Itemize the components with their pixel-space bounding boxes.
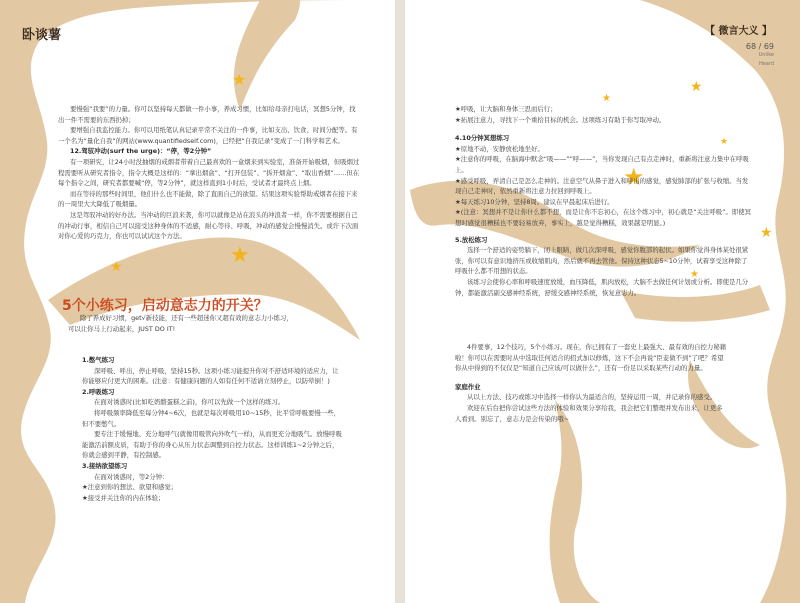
article-headline: 5个小练习，启动意志力的开关？ <box>62 298 268 314</box>
page-number <box>746 42 774 69</box>
bullet: ★接受并关注你的内在体验； <box>82 493 165 502</box>
star-decoration: ★ <box>690 79 703 95</box>
intro-line: 可以让你马上行动起来，JUST DO IT! <box>68 325 176 333</box>
headline-intro <box>68 313 368 335</box>
page-numbers: 68 / 69 <box>745 42 774 51</box>
paragraph: 选择一个舒适的姿势躺下，闭上眼睛，做几次深呼吸，感觉你腹部的起伏。如果你觉得身体某处很紧张，你可以有意识地挤压或收缩肌肉，然后就不再去管他。保持这种状态5~10分钟，试着享受这种除了呼吸什么都不用想的状态。 <box>455 246 749 276</box>
subheading: 1.憋气练习 <box>82 356 115 364</box>
paragraph: 4件要事，12个技巧，5个小练习。现在，你已拥有了一套史上最强大、最有效的自控力秘籍啦！你可以在需要时从中选取任何适合的招式加以修炼，这下不会再说“臣妾做不到”了吧？希望你从中得到的不仅仅是“知道自己应该/可以做什么”，还有一份足以采取某些行动的力量。 <box>455 343 727 373</box>
page-sub-2: Heard <box>758 61 774 67</box>
star-decoration: ★ <box>690 269 699 280</box>
star-decoration: ★ <box>760 225 773 241</box>
bullet: ★呼吸，让大脑和身体三思而后行； <box>455 105 557 113</box>
star-decoration: ★ <box>232 70 247 89</box>
star-decoration: ★ <box>230 243 250 268</box>
subheading: 5.放松练习 <box>455 235 488 244</box>
bullet: ★(注意：冥想并不是让你什么都不想，而是让你不忘初心，在这个练习中，初心就是“关注呼吸”。即使冥想时感觉很糟糕也不要轻易放弃，事实上，越是觉得糟糕，效果越是明显。) <box>455 208 752 227</box>
paragraph: 这是驾驭冲动的好办法。当冲动的巨浪来袭，你可以就像是站在浪头的冲浪者一样，你不需要根据自己的冲动行事，相信自己可以接受这种身体的不适感，耐心等待、呼吸，冲动的感觉会慢慢消失。或许下次面对你心爱的巧克力，你也可以试试这个方法。 <box>58 210 359 241</box>
intro-line: 除了养成好习惯，get√新技能，还有一些超迷你又超有效的意志力小练习， <box>80 314 293 322</box>
right-bottom-text <box>455 342 727 424</box>
paragraph: 深呼吸、呼出，停止呼吸，坚持15秒。这项小练习能提升你对不舒适环境的适应力，让你能够应付更大的困难。(注意：有健康问题的人如有任何不适请立刻停止，以防晕倒！) <box>82 366 339 386</box>
bullet: ★原地不动，安静放松地坐好。 <box>455 144 544 153</box>
paragraph: 欢迎在后台把你尝试这些方法的体验和效果分享给我，我会把它们整理并发布出来，让更多人看到。别忘了，意志力是会传染的哦~ <box>455 403 723 423</box>
page-sub-1: Unlike <box>758 52 774 58</box>
bullet: ★注意到你的想法、欲望和感觉； <box>82 483 178 492</box>
subheading: 4.10分钟冥想练习 <box>455 134 510 143</box>
star-decoration: ★ <box>602 93 611 104</box>
subheading: 3.接纳欲望练习 <box>82 461 128 470</box>
paragraph: 从以上方法、技巧或练习中选择一样你认为最适合的，坚持运用一周，并记录你的感受。 <box>467 393 717 402</box>
left-top-text <box>58 104 360 242</box>
paragraph: 要增强自我监控能力。你可以用纸笔认真记录平常不关注的一件事，比如支出、饮食、时间分配等。有一个名为“量化自我”的网站(www.quantifiedself.com)，已经把“自我记录”变成了一门科学和艺术。 <box>58 126 358 145</box>
subheading: 12.驾驭冲动(surf the urge)：“停，等2分钟” <box>70 147 212 156</box>
right-top-text <box>455 104 753 298</box>
subheading: 2.呼吸练习 <box>82 387 115 396</box>
paragraph: 有一项研究，让24小时没抽烟的戒烟者带着自己最喜欢的一盒烟来到实验室，准备开始吸烟，但吸烟过程需要听从研究者指令，指令大概是这样的：“拿出烟盒”、“打开包装”、“拆开烟盒”、“取出香烟”……但在每个指令之间，研究者都要喊“停，等2分钟”，就这样直到1小时后，受试者才最终点上烟。 <box>58 157 360 188</box>
paragraph: 将呼吸频率降低至每分钟4~6次，也就是每次呼吸用10~15秒，比平常呼吸要慢一些，但不要憋气。 <box>82 408 340 428</box>
star-decoration: ★ <box>110 259 123 275</box>
bullet: ★感受呼吸，弄清自己是怎么走神的。注意空气从鼻子进入和呼出的感觉，感觉肺部的扩张与收缩。当发现自己走神时，依然重新将注意力拉回到呼吸上。 <box>455 176 749 196</box>
paragraph: 在面对诱惑时，等2分钟： <box>94 472 169 481</box>
star-decoration: ★ <box>720 137 729 147</box>
bullet: ★拓展注意力，寻找下一个重拾目标的机会。这项练习有助于你写取冲动。 <box>455 115 666 124</box>
paragraph: 该练习会使你心率和呼吸速度放缓，血压降低，肌肉放松，大脑不去做任何计划或分析。即使是几分钟，都能激活副交感神经系统，舒缓交感神经系统，恢复意志力。 <box>455 277 749 297</box>
paragraph: 在面对诱惑时(比如吃奶酪蛋糕之前)，你可以先做一个这样的练习。 <box>94 398 285 407</box>
paragraph: 而在等待的那些时间里，他们什么也不能做，除了直面自己的欲望。结果这项实验帮助戒烟者在接下来的一周里大大降低了吸烟量。 <box>58 189 358 209</box>
left-bottom-text <box>82 355 344 503</box>
magazine-logo: 卧谈薯 <box>22 28 62 43</box>
bullet: ★注意你的呼吸，在脑海中默念“吸——”“呼——”，当你发现自己有点走神时，重新将注意力集中在呼吸上。 <box>455 155 749 174</box>
section-tag: 【 微言大义 】 <box>705 26 772 37</box>
bullet: ★每天练习10分钟，坚持8周。建议在早晨起床后进行。 <box>455 197 614 206</box>
paragraph: 要专注于缓慢地、充分地呼气(就像用吸管向外吹气一样)，从而更充分地吸气。放慢呼吸能激活前额皮质，有助于你的身心从压力状态调整到自控力状态。这样训练1~2分钟之后，你就会感到平静，有控制感。 <box>82 430 342 460</box>
subheading: 家庭作业 <box>455 382 481 391</box>
paragraph: 要慢强“我要”的力量。你可以坚持每天都做一件小事，养成习惯，比如给母亲打电话，冥想5分钟，找出一件不需要的东西扔掉； <box>58 105 356 124</box>
star-decoration: ★ <box>623 163 645 191</box>
